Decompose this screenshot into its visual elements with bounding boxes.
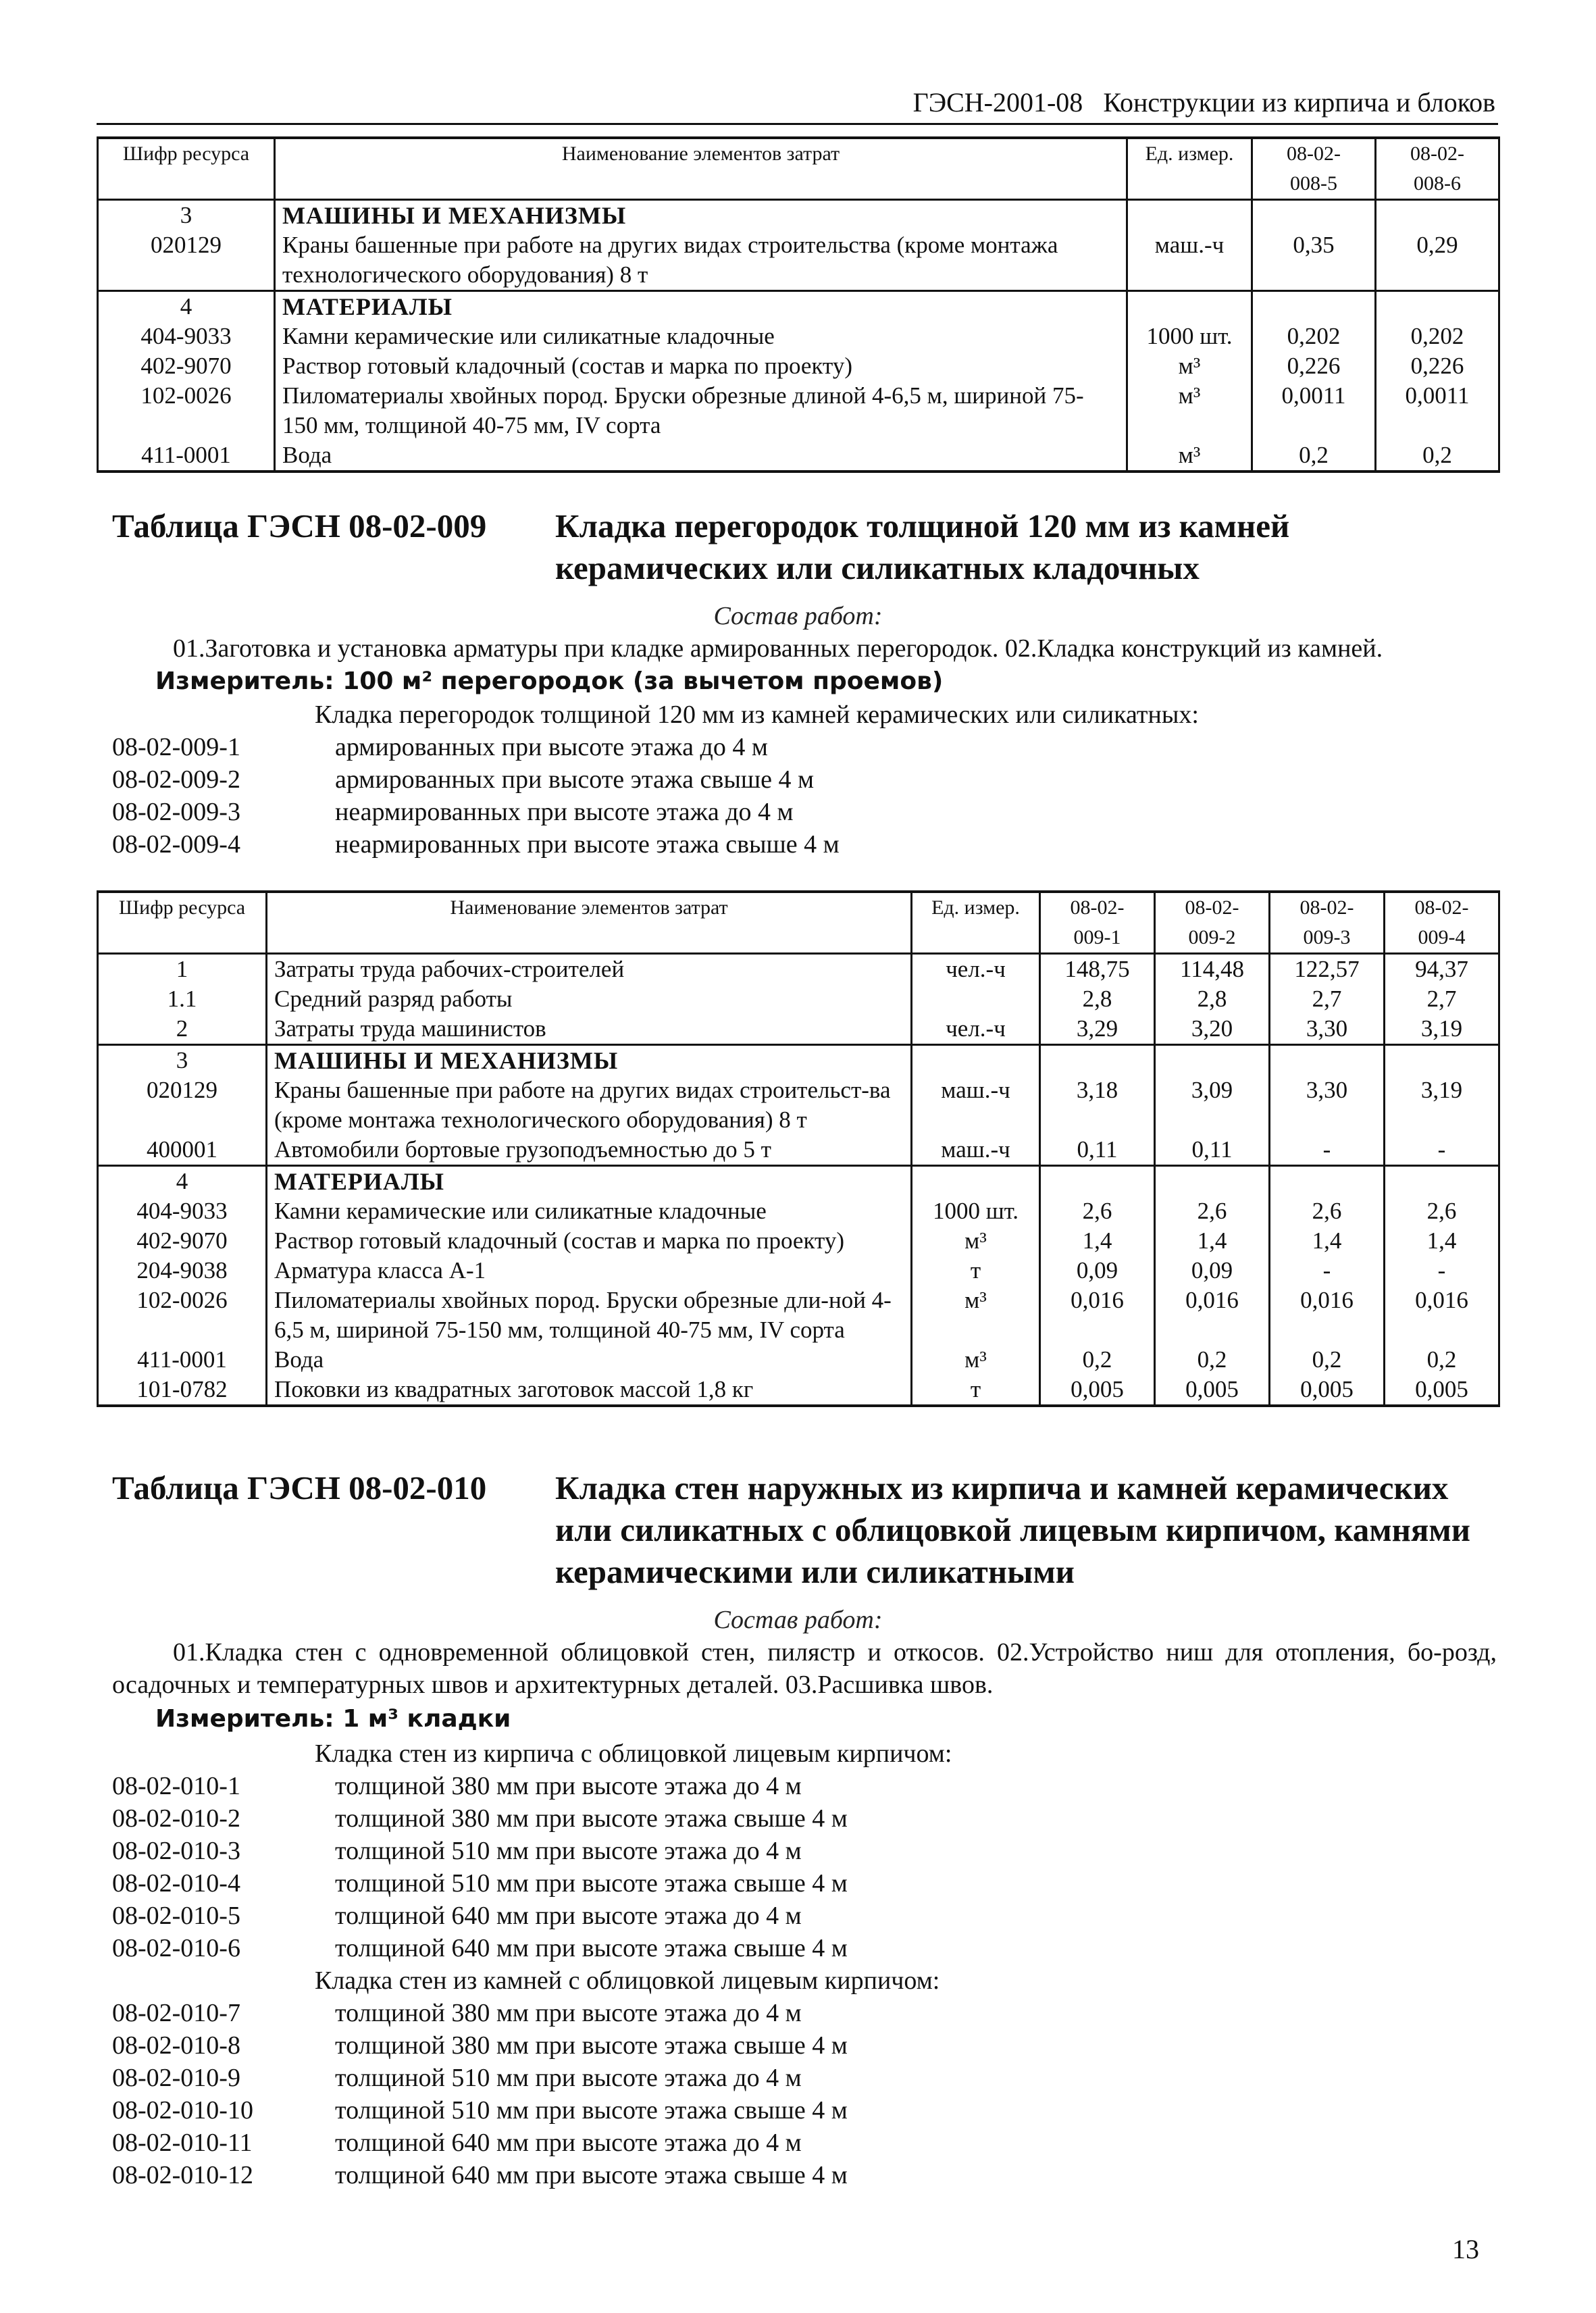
cell-value: 0,016	[1385, 1286, 1499, 1345]
cell-value: 0,09	[1040, 1256, 1155, 1286]
cell-value: -	[1385, 1135, 1499, 1166]
cell-code: 1.1	[98, 984, 267, 1014]
header-code: ГЭСН-2001-08	[912, 87, 1083, 118]
table-row	[98, 351, 1499, 381]
cell-code: 2	[98, 1014, 267, 1045]
cell-value: 0,016	[1040, 1286, 1155, 1345]
cell-empty	[912, 1045, 1040, 1076]
col-header-v2: 08-02- 008-6	[1376, 138, 1499, 200]
cell-name: Арматура класса А-1	[267, 1256, 912, 1286]
cell-value: 0,202	[1252, 322, 1376, 351]
cell-value: 3,09	[1155, 1075, 1270, 1135]
cell-unit: маш.-ч	[912, 1075, 1040, 1135]
cell-empty	[1040, 1045, 1155, 1076]
cell-unit: чел.-ч	[912, 954, 1040, 985]
cell-code: 020129	[98, 1075, 267, 1135]
cell-value: 0,005	[1155, 1375, 1270, 1406]
table-header-row	[98, 892, 1499, 954]
cell-code: 101-0782	[98, 1375, 267, 1406]
col-header-unit: Ед. измер.	[912, 892, 1040, 954]
cell-name: Раствор готовый кладочный (состав и марка по проекту)	[275, 351, 1127, 381]
intro-009: Кладка перегородок толщиной 120 мм из камней керамических или силикатных:	[315, 701, 1199, 729]
cell-unit: 1000 шт.	[912, 1196, 1040, 1226]
cell-unit: маш.-ч	[1127, 230, 1252, 291]
cell-value: 122,57	[1270, 954, 1385, 985]
table-section-row	[98, 200, 1499, 231]
resource-table-008	[97, 136, 1500, 473]
table-title-009: Кладка перегородок толщиной 120 мм из камней керамических или силикатных кладочных	[555, 507, 1290, 586]
list-item	[112, 1997, 952, 2029]
cell-value: 0,0011	[1376, 381, 1499, 440]
cell-empty	[1270, 1045, 1385, 1076]
item-text: армированных при высоте этажа свыше 4 м	[335, 765, 815, 794]
col-header-name: Наименование элементов затрат	[267, 892, 912, 954]
cell-name: Камни керамические или силикатные кладочные	[275, 322, 1127, 351]
item-code: 08-02-010-1	[112, 1772, 240, 1800]
group-heading	[112, 1964, 952, 1997]
cell-name: Затраты труда машинистов	[267, 1014, 912, 1045]
cell-value: 0,226	[1252, 351, 1376, 381]
cell-value: 1,4	[1385, 1226, 1499, 1256]
cell-name: Раствор готовый кладочный (состав и марка по проекту)	[267, 1226, 912, 1256]
cell-code: 204-9038	[98, 1256, 267, 1286]
cell-name: МАШИНЫ И МЕХАНИЗМЫ	[267, 1045, 912, 1076]
table-section-row	[98, 1045, 1499, 1076]
cell-empty	[1270, 1166, 1385, 1197]
cell-value: 3,30	[1270, 1014, 1385, 1045]
works-text-009: 01.Заготовка и установка арматуры при кладке армированных перегородок. 02.Кладка конструкций из камней.	[173, 634, 1383, 663]
cell-unit: м³	[912, 1286, 1040, 1345]
measure-010: Измеритель: 1 м³ кладки	[155, 1705, 511, 1733]
table-header-row	[98, 138, 1499, 200]
item-code: 08-02-010-8	[112, 2031, 240, 2060]
item-text: толщиной 640 мм при высоте этажа свыше 4 м	[335, 2161, 848, 2189]
cell-value: 0,2	[1155, 1345, 1270, 1375]
cell-unit: м³	[912, 1345, 1040, 1375]
cell-unit: т	[912, 1256, 1040, 1286]
cell-name: МАТЕРИАЛЫ	[275, 291, 1127, 322]
list-item	[112, 1835, 952, 1867]
table-row	[98, 1375, 1499, 1406]
cell-name: Поковки из квадратных заготовок массой 1,8 кг	[267, 1375, 912, 1406]
cell-code: 404-9033	[98, 1196, 267, 1226]
item-text: толщиной 510 мм при высоте этажа свыше 4 м	[335, 2096, 848, 2125]
list-item	[112, 2094, 952, 2127]
cell-value: 1,4	[1040, 1226, 1155, 1256]
cell-value: 2,7	[1385, 984, 1499, 1014]
table-row	[98, 954, 1499, 985]
cell-value: 2,8	[1155, 984, 1270, 1014]
item-text: неармированных при высоте этажа до 4 м	[335, 798, 794, 826]
cell-value: 0,2	[1385, 1345, 1499, 1375]
cell-value: 0,11	[1040, 1135, 1155, 1166]
resource-table-009	[97, 890, 1500, 1407]
measure-009: Измеритель: 100 м² перегородок (за вычетом проемов)	[155, 667, 944, 695]
cell-value: 0,0011	[1252, 381, 1376, 440]
cell-unit: м³	[1127, 351, 1252, 381]
list-item	[112, 1802, 952, 1835]
list-item	[112, 828, 840, 861]
group-heading	[112, 1737, 952, 1770]
cell-name: Вода	[275, 440, 1127, 472]
cell-value: 0,35	[1252, 230, 1376, 291]
item-code: 08-02-010-12	[112, 2161, 253, 2189]
list-item	[112, 1867, 952, 1900]
col-header-v2: 08-02- 009-2	[1155, 892, 1270, 954]
cell-unit: м³	[1127, 381, 1252, 440]
header-rule	[97, 123, 1498, 125]
cell-unit: маш.-ч	[912, 1135, 1040, 1166]
list-item	[112, 2062, 952, 2094]
cell-value: 1,4	[1270, 1226, 1385, 1256]
item-code: 08-02-010-7	[112, 1999, 240, 2027]
cell-value: 0,11	[1155, 1135, 1270, 1166]
cell-value: 148,75	[1040, 954, 1155, 985]
item-code: 08-02-010-11	[112, 2129, 253, 2157]
cell-code: 1	[98, 954, 267, 985]
item-code: 08-02-010-2	[112, 1804, 240, 1833]
cell-code: 102-0026	[98, 1286, 267, 1345]
cell-value: 1,4	[1155, 1226, 1270, 1256]
col-header-code: Шифр ресурса	[98, 138, 275, 200]
cell-value: 2,7	[1270, 984, 1385, 1014]
list-item	[112, 1932, 952, 1964]
item-text: толщиной 380 мм при высоте этажа до 4 м	[335, 1772, 802, 1800]
item-code: 08-02-010-10	[112, 2096, 253, 2125]
cell-value: 0,005	[1270, 1375, 1385, 1406]
list-item	[112, 2029, 952, 2062]
cell-value: 0,2	[1040, 1345, 1155, 1375]
cell-name: Средний разряд работы	[267, 984, 912, 1014]
cell-value: 3,19	[1385, 1075, 1499, 1135]
works-heading-009: Состав работ:	[713, 602, 883, 630]
item-text: толщиной 380 мм при высоте этажа до 4 м	[335, 1999, 802, 2027]
cell-value: 0,202	[1376, 322, 1499, 351]
cell-empty	[1155, 1166, 1270, 1197]
cell-value: 2,6	[1270, 1196, 1385, 1226]
table-row	[98, 984, 1499, 1014]
col-header-code: Шифр ресурса	[98, 892, 267, 954]
cell-value: 0,2	[1252, 440, 1376, 472]
item-text: толщиной 380 мм при высоте этажа свыше 4 м	[335, 2031, 848, 2060]
item-code: 08-02-010-5	[112, 1902, 240, 1930]
table-row	[98, 1345, 1499, 1375]
cell-code: 3	[98, 1045, 267, 1076]
cell-code: 402-9070	[98, 351, 275, 381]
table-label-009: Таблица ГЭСН 08-02-009	[112, 507, 487, 544]
col-header-v3: 08-02- 009-3	[1270, 892, 1385, 954]
cell-name: Камни керамические или силикатные кладочные	[267, 1196, 912, 1226]
item-code: 08-02-009-2	[112, 765, 240, 794]
col-header-v4: 08-02- 009-4	[1385, 892, 1499, 954]
table-row	[98, 1135, 1499, 1166]
cell-code: 411-0001	[98, 440, 275, 472]
col-header-unit: Ед. измер.	[1127, 138, 1252, 200]
item-text: толщиной 510 мм при высоте этажа свыше 4 м	[335, 1869, 848, 1898]
cell-value: 0,005	[1040, 1375, 1155, 1406]
cell-value: 114,48	[1155, 954, 1270, 985]
item-text: толщиной 510 мм при высоте этажа до 4 м	[335, 2064, 802, 2092]
cell-value: 0,2	[1376, 440, 1499, 472]
cell-name: Затраты труда рабочих-строителей	[267, 954, 912, 985]
cell-value: 0,29	[1376, 230, 1499, 291]
cell-value: 3,18	[1040, 1075, 1155, 1135]
cell-code: 411-0001	[98, 1345, 267, 1375]
codes-list-009	[112, 731, 840, 861]
item-code: 08-02-009-3	[112, 798, 240, 826]
item-text: армированных при высоте этажа до 4 м	[335, 733, 768, 761]
item-text: толщиной 640 мм при высоте этажа до 4 м	[335, 1902, 802, 1930]
group-heading-text: Кладка стен из камней с облицовкой лицевым кирпичом:	[315, 1966, 940, 1995]
cell-value: 0,016	[1270, 1286, 1385, 1345]
cell-code: 4	[98, 291, 275, 322]
item-code: 08-02-010-6	[112, 1934, 240, 1962]
header-title: Конструкции из кирпича и блоков	[1103, 87, 1495, 118]
cell-value: 0,226	[1376, 351, 1499, 381]
cell-value: 0,005	[1385, 1375, 1499, 1406]
cell-code: 404-9033	[98, 322, 275, 351]
item-code: 08-02-010-3	[112, 1837, 240, 1865]
item-code: 08-02-009-4	[112, 830, 240, 859]
item-text: толщиной 640 мм при высоте этажа свыше 4 м	[335, 1934, 848, 1962]
page-number: 13	[1452, 2234, 1479, 2264]
codes-list-010	[112, 1737, 952, 2191]
cell-name: Автомобили бортовые грузоподъемностью до 5 т	[267, 1135, 912, 1166]
cell-name: МАТЕРИАЛЫ	[267, 1166, 912, 1197]
table-row	[98, 1256, 1499, 1286]
list-item	[112, 796, 840, 828]
cell-code: 102-0026	[98, 381, 275, 440]
table-row	[98, 440, 1499, 472]
cell-name: Пиломатериалы хвойных пород. Бруски обрезные дли-ной 4-6,5 м, шириной 75-150 мм, толщиной 40-75 мм, IV сорта	[267, 1286, 912, 1345]
list-item	[112, 1900, 952, 1932]
cell-unit: м³	[912, 1226, 1040, 1256]
cell-value: -	[1385, 1256, 1499, 1286]
running-header	[867, 86, 1495, 118]
item-text: толщиной 640 мм при высоте этажа до 4 м	[335, 2129, 802, 2157]
cell-name: МАШИНЫ И МЕХАНИЗМЫ	[275, 200, 1127, 231]
list-item	[112, 2127, 952, 2159]
cell-name: Вода	[267, 1345, 912, 1375]
item-code: 08-02-010-4	[112, 1869, 240, 1898]
list-item	[112, 731, 840, 763]
cell-value: -	[1270, 1256, 1385, 1286]
cell-code: 020129	[98, 230, 275, 291]
col-header-v1: 08-02- 009-1	[1040, 892, 1155, 954]
cell-name: Пиломатериалы хвойных пород. Бруски обрезные длиной 4-6,5 м, шириной 75-150 мм, толщиной 40-75 мм, IV сорта	[275, 381, 1127, 440]
cell-code: 3	[98, 200, 275, 231]
cell-value: 3,30	[1270, 1075, 1385, 1135]
cell-name: Краны башенные при работе на других видах строительст-ва (кроме монтажа технологического оборудования) 8 т	[267, 1075, 912, 1135]
table-row	[98, 230, 1499, 291]
list-item	[112, 763, 840, 796]
cell-empty	[912, 1166, 1040, 1197]
table-row	[98, 1286, 1499, 1345]
cell-code: 4	[98, 1166, 267, 1197]
cell-unit: т	[912, 1375, 1040, 1406]
works-text-010: 01.Кладка стен с одновременной облицовкой стен, пилястр и откосов. 02.Устройство ниш для отопления, бо-розд, осадочных и температурных швов и архитектурных деталей. 03.Расшивка швов.	[112, 1638, 1497, 1699]
cell-value: 2,6	[1385, 1196, 1499, 1226]
cell-value: -	[1270, 1135, 1385, 1166]
list-item	[112, 1770, 952, 1802]
table-row	[98, 1226, 1499, 1256]
col-header-v1: 08-02- 008-5	[1252, 138, 1376, 200]
cell-value: 2,6	[1040, 1196, 1155, 1226]
cell-unit	[912, 984, 1040, 1014]
cell-empty	[1155, 1045, 1270, 1076]
group-heading-text: Кладка стен из кирпича с облицовкой лицевым кирпичом:	[315, 1739, 952, 1768]
works-heading-010: Состав работ:	[713, 1606, 883, 1634]
table-label-010: Таблица ГЭСН 08-02-010	[112, 1469, 487, 1506]
table-title-010: Кладка стен наружных из кирпича и камней керамических или силикатных с облицовкой лицевым кирпичом, камнями керамическими или силикатными	[555, 1469, 1471, 1590]
table-row	[98, 1075, 1499, 1135]
cell-unit: чел.-ч	[912, 1014, 1040, 1045]
col-header-name: Наименование элементов затрат	[275, 138, 1127, 200]
item-code: 08-02-010-9	[112, 2064, 240, 2092]
cell-value: 2,8	[1040, 984, 1155, 1014]
table-section-row	[98, 291, 1499, 322]
cell-value: 3,19	[1385, 1014, 1499, 1045]
cell-value: 3,20	[1155, 1014, 1270, 1045]
cell-value: 0,016	[1155, 1286, 1270, 1345]
table-section-row	[98, 1166, 1499, 1197]
cell-unit: м³	[1127, 440, 1252, 472]
cell-value: 0,2	[1270, 1345, 1385, 1375]
table-row	[98, 1196, 1499, 1226]
table-row	[98, 322, 1499, 351]
item-text: неармированных при высоте этажа свыше 4 м	[335, 830, 840, 859]
cell-name: Краны башенные при работе на других видах строительства (кроме монтажа технологического оборудования) 8 т	[275, 230, 1127, 291]
cell-unit: 1000 шт.	[1127, 322, 1252, 351]
item-text: толщиной 510 мм при высоте этажа до 4 м	[335, 1837, 802, 1865]
cell-value: 3,29	[1040, 1014, 1155, 1045]
cell-value: 2,6	[1155, 1196, 1270, 1226]
item-code: 08-02-009-1	[112, 733, 240, 761]
cell-code: 402-9070	[98, 1226, 267, 1256]
table-row	[98, 381, 1499, 440]
cell-value: 0,09	[1155, 1256, 1270, 1286]
table-row	[98, 1014, 1499, 1045]
cell-code: 400001	[98, 1135, 267, 1166]
item-text: толщиной 380 мм при высоте этажа свыше 4 м	[335, 1804, 848, 1833]
list-item	[112, 2159, 952, 2191]
cell-value: 94,37	[1385, 954, 1499, 985]
cell-empty	[1385, 1045, 1499, 1076]
cell-empty	[1385, 1166, 1499, 1197]
cell-empty	[1040, 1166, 1155, 1197]
